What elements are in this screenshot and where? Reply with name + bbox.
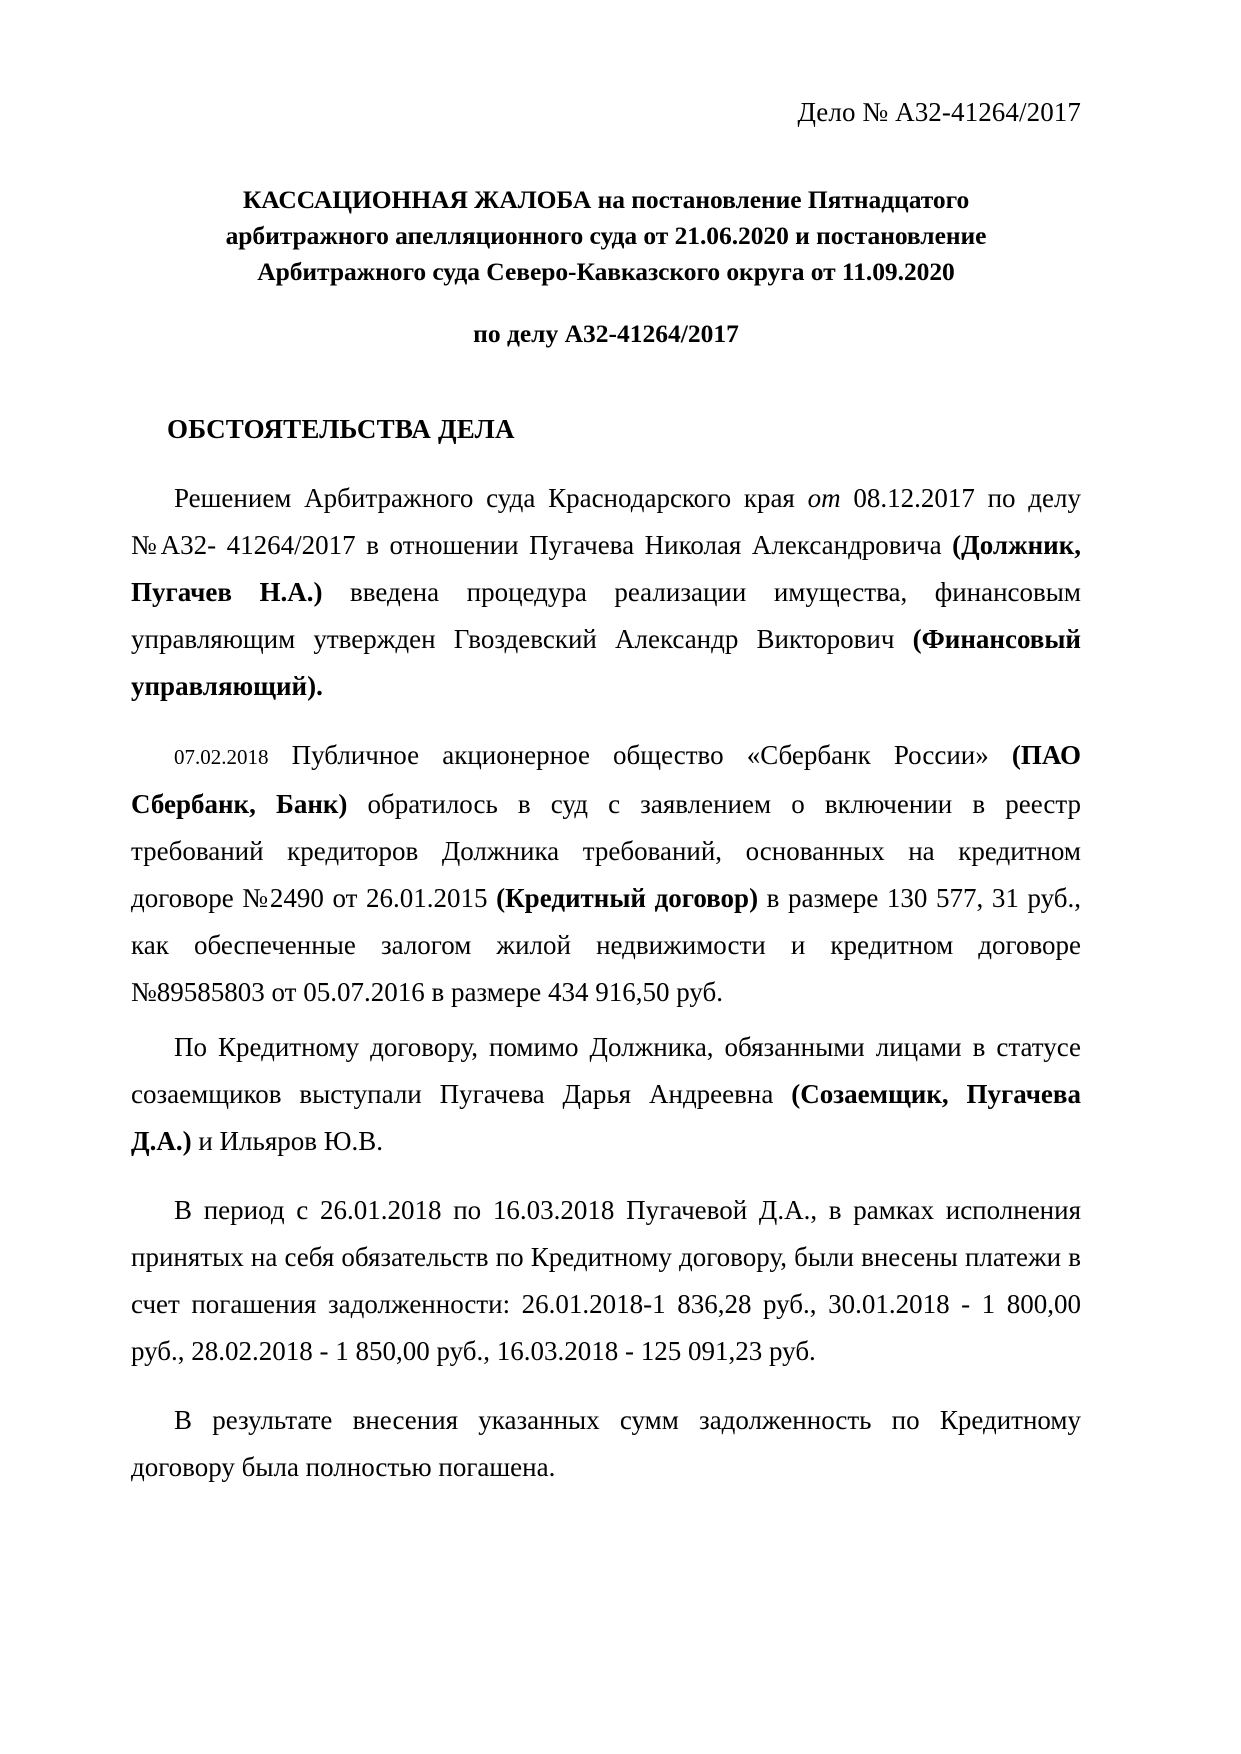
paragraph-3	[131, 1024, 1081, 1165]
p2-segment-5: в размере 130 577, 31 руб., как обеспеченные залогом жилой недвижимости и кредитном договоре №89585803 от 05.07.2016 в размере 434 916,50 руб.	[131, 883, 1081, 1008]
document-content	[131, 0, 1081, 1491]
p1-segment-1: Решением Арбитражного суда Краснодарского края	[174, 483, 808, 514]
paragraph-2	[131, 732, 1081, 1016]
document-title-line-2: арбитражного апелляционного суда от 21.06.2020 и постановление	[225, 220, 987, 250]
section-heading-circumstances: ОБСТОЯТЕЛЬСТВА ДЕЛА	[167, 414, 515, 445]
p2-date: 07.02.2018	[174, 745, 269, 770]
p4-segment-1: В период с 26.01.2018 по 16.03.2018 Пугачевой Д.А., в рамках исполнения принятых на себя обязательств по Кредитному договору, были внесены платежи в счет погашения задолженности: 26.01.2018-1 836,28 руб., 30.01.2018 - 1 800,00 руб., 28.02.2018 - 1 850,00 руб., 16.03.2018 - 125 091,23 руб.	[131, 1195, 1081, 1367]
paragraph-5	[131, 1397, 1081, 1491]
paragraph-4	[131, 1187, 1081, 1375]
case-number-header: Дело № А32-41264/2017	[797, 97, 1081, 127]
p3-segment-2-bold: (Созаемщик, Пугачева Д.А.)	[131, 1079, 1081, 1157]
p3-segment-1: По Кредитному договору, помимо Должника, обязанными лицами в статусе созаемщиков выступали Пугачева Дарья Андреевна	[131, 1032, 1081, 1110]
p1-segment-4-bold: (Должник, Пугачев Н.А.)	[131, 530, 1081, 608]
p3-segment-3: и Ильяров Ю.В.	[191, 1126, 383, 1157]
p1-segment-5: введена процедура реализации имущества, финансовым управляющим утвержден Гвоздевский Александр Викторович	[131, 577, 1082, 655]
p2-segment-1: Публичное акционерное общество «Сбербанк России»	[268, 740, 1012, 771]
p2-segment-3: обратилось в суд с заявлением о включении в реестр требований кредиторов Должника требований, основанных на кредитном договоре №2490 от 26.01.2015	[131, 789, 1081, 914]
p1-segment-2-italic: от	[807, 483, 841, 514]
p5-segment-1: В результате внесения указанных сумм задолженность по Кредитному договору была полностью погашена.	[131, 1405, 1081, 1483]
p1-segment-6-bold: (Финансовый управляющий).	[131, 624, 1081, 702]
document-subtitle: по делу А32-41264/2017	[473, 319, 739, 349]
document-title-line-3: Арбитражного суда Северо-Кавказского округа от 11.09.2020	[257, 257, 955, 287]
paragraph-1	[131, 475, 1081, 710]
document-title	[131, 182, 1081, 291]
p2-segment-4-bold: (Кредитный договор)	[496, 883, 759, 914]
p1-segment-3: 08.12.2017 по делу №А32- 41264/2017 в отношении Пугачева Николая Александровича	[131, 483, 1081, 561]
p2-segment-2-bold: (ПАО Сбербанк, Банк)	[131, 740, 1081, 820]
document-title-line-1: КАССАЦИОННАЯ ЖАЛОБА на постановление Пятнадцатого	[242, 184, 970, 214]
